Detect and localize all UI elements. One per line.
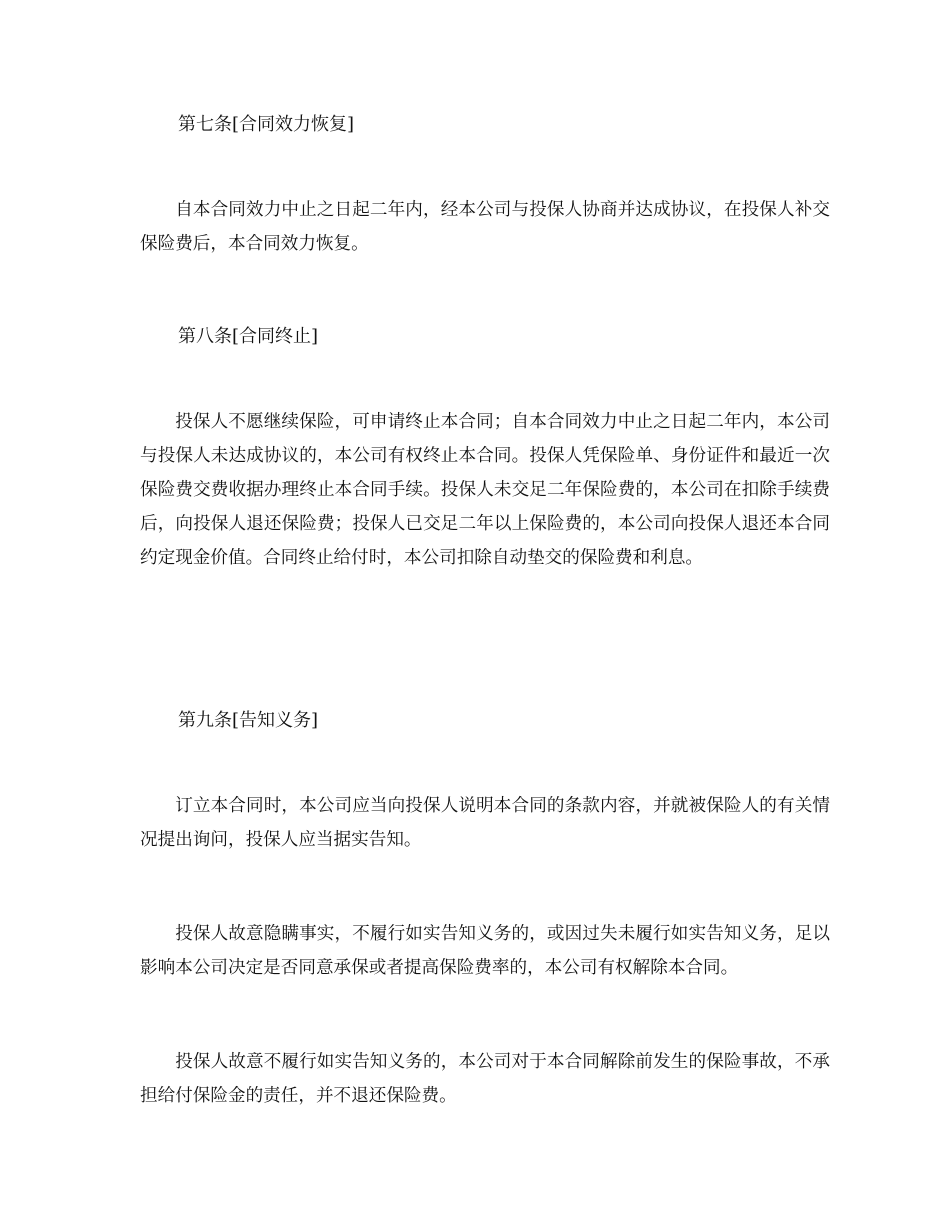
paragraph-article-7: 自本合同效力中止之日起二年内，经本公司与投保人协商并达成协议，在投保人补交保险费后，本合同效力恢复。 — [140, 200, 830, 254]
paragraph-article-9-1: 订立本合同时，本公司应当向投保人说明本合同的条款内容，并就被保险人的有关情况提出询问，投保人应当据实告知。 — [140, 796, 830, 850]
paragraph-article-9-2: 投保人故意隐瞒事实，不履行如实告知义务的，或因过失未履行如实告知义务，足以影响本公司决定是否同意承保或者提高保险费率的，本公司有权解除本合同。 — [140, 924, 830, 978]
paragraph-article-9-3: 投保人故意不履行如实告知义务的，本公司对于本合同解除前发生的保险事故，不承担给付保险金的责任，并不退还保险费。 — [140, 1052, 830, 1106]
paragraph-article-8: 投保人不愿继续保险，可申请终止本合同；自本合同效力中止之日起二年内，本公司与投保人未达成协议的，本公司有权终止本合同。投保人凭保险单、身份证件和最近一次保险费交费收据办理终止本合同手续。投保人未交足二年保险费的，本公司在扣除手续费后，向投保人退还保险费；投保人已交足二年以上保险费的，本公司向投保人退还本合同约定现金价值。合同终止给付时，本公司扣除自动垫交的保险费和利息。 — [140, 412, 830, 568]
section-heading-article-8: 第八条[合同终止] — [178, 326, 319, 347]
section-heading-article-7: 第七条[合同效力恢复] — [178, 114, 355, 135]
section-heading-article-9: 第九条[告知义务] — [178, 710, 319, 731]
